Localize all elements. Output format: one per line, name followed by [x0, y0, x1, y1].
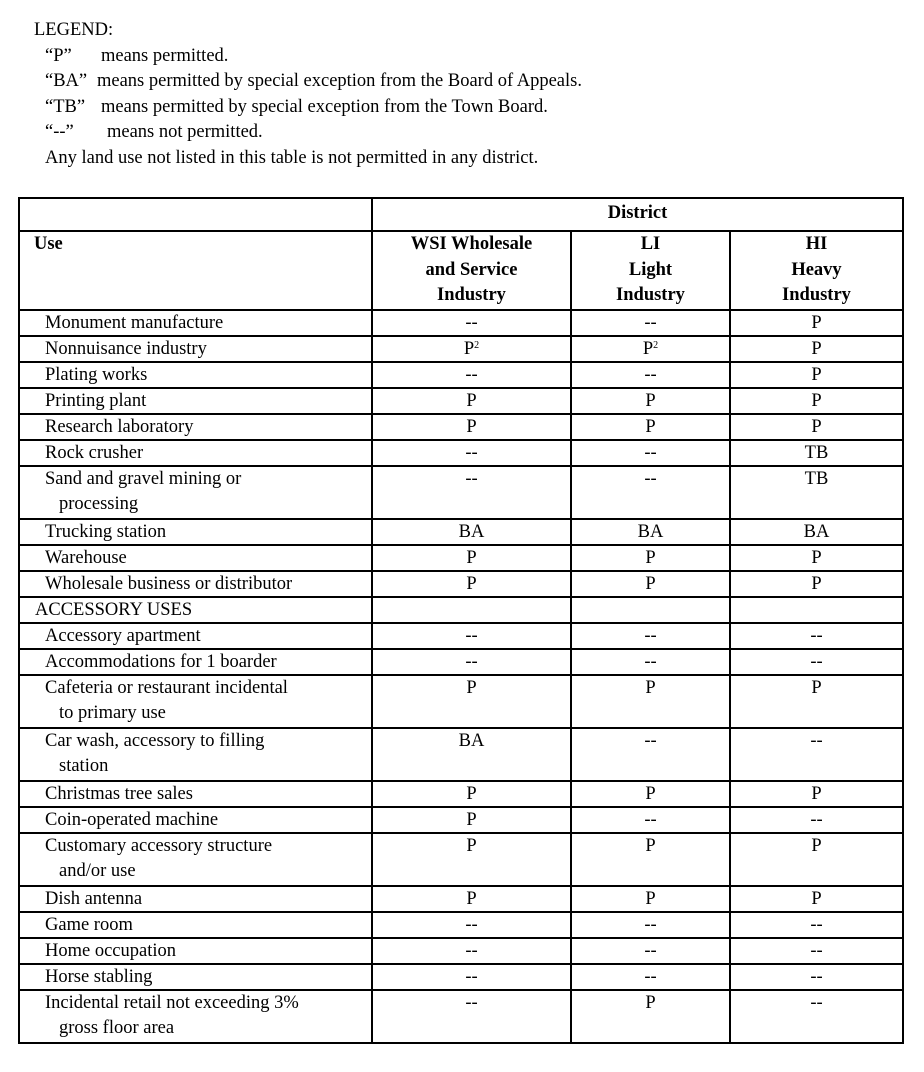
use-cell: [19, 807, 372, 833]
legend-meaning: means permitted.: [101, 45, 229, 66]
wsi-value-cell: [372, 310, 571, 336]
li-value-cell: [571, 781, 730, 807]
wsi-value-cell: [372, 912, 571, 938]
permission-code: P: [466, 390, 477, 411]
use-label: Christmas tree sales: [45, 783, 193, 804]
use-cell: [19, 310, 372, 336]
header-line: LI: [640, 234, 661, 254]
hi-value-cell: [730, 781, 903, 807]
header-line: Industry: [616, 285, 685, 305]
header-line: and Service: [425, 259, 518, 280]
permission-code: --: [644, 364, 657, 385]
wsi-value-cell: [372, 728, 571, 781]
permission-code: BA: [458, 521, 485, 542]
use-label: Nonnuisance industry: [45, 338, 207, 359]
use-label: Plating works: [45, 364, 148, 385]
li-value-cell: [571, 886, 730, 912]
hi-value-cell: [730, 623, 903, 649]
permission-code: --: [465, 468, 478, 489]
hi-value-cell: [730, 807, 903, 833]
li-value-cell: [571, 519, 730, 545]
empty-cell: [372, 597, 571, 623]
footnote-marker: 2: [653, 339, 659, 351]
use-label: Car wash, accessory to filling: [45, 730, 265, 751]
use-label: Cafeteria or restaurant incidental: [45, 677, 288, 698]
permission-code: --: [644, 966, 657, 987]
accessory-uses-header: ACCESSORY USES: [19, 597, 372, 623]
permission-code: P: [811, 364, 822, 385]
table-row: [19, 362, 903, 388]
table-row: [19, 545, 903, 571]
li-value-cell: [571, 938, 730, 964]
wsi-value-cell: [372, 414, 571, 440]
use-cell: [19, 912, 372, 938]
use-cell: [19, 675, 372, 728]
permission-code: P: [811, 888, 822, 909]
use-label-continued: to primary use: [59, 703, 166, 723]
table-row: [19, 414, 903, 440]
use-label-continued: station: [59, 756, 109, 776]
li-value-cell: [571, 623, 730, 649]
table-row: [19, 571, 903, 597]
header-empty-cell: [19, 198, 372, 231]
permission-code: TB: [804, 468, 829, 489]
table-row: [19, 519, 903, 545]
permission-code: --: [810, 651, 823, 672]
use-label: Coin-operated machine: [45, 809, 219, 830]
wsi-value-cell: [372, 545, 571, 571]
header-line: HI: [805, 234, 828, 254]
wsi-value-cell: [372, 362, 571, 388]
permission-code: P: [645, 416, 656, 437]
li-value-cell: [571, 571, 730, 597]
empty-cell: [730, 597, 903, 623]
legend-entry-ba: [34, 69, 582, 95]
wsi-value-cell: [372, 964, 571, 990]
use-label: Accessory apartment: [45, 625, 201, 646]
use-cell: [19, 388, 372, 414]
li-value-cell: [571, 675, 730, 728]
use-label-continued: and/or use: [59, 861, 136, 881]
hi-value-cell: [730, 519, 903, 545]
permission-code: --: [465, 651, 478, 672]
use-cell: [19, 414, 372, 440]
use-cell: [19, 938, 372, 964]
hi-value-cell: [730, 440, 903, 466]
use-label-continued: gross floor area: [59, 1018, 175, 1038]
permission-code: P: [645, 390, 656, 411]
legend-meaning: means not permitted.: [107, 122, 263, 142]
use-cell: [19, 990, 372, 1043]
wsi-column-header: [372, 231, 571, 310]
use-cell: [19, 623, 372, 649]
hi-value-cell: [730, 912, 903, 938]
permission-code: P: [811, 338, 822, 359]
permission-code: P: [466, 888, 477, 909]
li-value-cell: [571, 310, 730, 336]
legend-entry-not: [34, 120, 582, 146]
hi-value-cell: [730, 990, 903, 1043]
use-label: Rock crusher: [45, 442, 144, 463]
permission-code: BA: [637, 521, 664, 542]
permission-code: P: [463, 338, 475, 359]
table-row: [19, 388, 903, 414]
permission-code: P: [645, 888, 656, 909]
permission-code: --: [810, 625, 823, 646]
hi-value-cell: [730, 964, 903, 990]
use-label: Trucking station: [45, 521, 167, 542]
permission-code: --: [810, 966, 823, 987]
use-column-header: Use: [19, 231, 372, 310]
li-column-header: [571, 231, 730, 310]
use-cell: [19, 728, 372, 781]
hi-value-cell: [730, 938, 903, 964]
use-cell: [19, 571, 372, 597]
use-cell: [19, 964, 372, 990]
use-label-continued: processing: [59, 494, 139, 514]
use-label: Wholesale business or distributor: [45, 573, 293, 594]
use-label: Game room: [45, 914, 133, 935]
permission-code: P: [645, 573, 656, 594]
li-value-cell: [571, 807, 730, 833]
use-cell: [19, 833, 372, 886]
legend-code: “BA”: [45, 71, 88, 91]
table-row: [19, 912, 903, 938]
permission-code: P: [645, 835, 656, 856]
permission-code: P: [466, 677, 477, 698]
permission-code: P: [642, 338, 654, 359]
use-cell: [19, 649, 372, 675]
permission-code: --: [465, 966, 478, 987]
hi-value-cell: [730, 310, 903, 336]
legend-entry-p: [34, 44, 582, 70]
use-label: Horse stabling: [45, 966, 153, 987]
permission-code: --: [644, 914, 657, 935]
permission-code: P: [466, 573, 477, 594]
header-row-columns: [19, 231, 903, 310]
use-cell: [19, 886, 372, 912]
table-row: [19, 440, 903, 466]
permission-code: --: [810, 992, 823, 1013]
legend-code: “TB”: [45, 96, 86, 117]
hi-column-header: [730, 231, 903, 310]
use-cell: [19, 362, 372, 388]
li-value-cell: [571, 388, 730, 414]
li-value-cell: [571, 912, 730, 938]
permission-code: --: [465, 940, 478, 961]
legend-title: LEGEND:: [34, 20, 114, 40]
permission-code: P: [645, 677, 656, 698]
wsi-value-cell: [372, 519, 571, 545]
hi-value-cell: [730, 388, 903, 414]
district-header: District: [372, 198, 903, 231]
wsi-value-cell: [372, 781, 571, 807]
permission-code: --: [644, 312, 657, 333]
use-label: Dish antenna: [45, 888, 143, 909]
table-row: [19, 623, 903, 649]
hi-value-cell: [730, 414, 903, 440]
wsi-value-cell: [372, 807, 571, 833]
legend: [34, 18, 582, 171]
wsi-value-cell: [372, 886, 571, 912]
use-label: Warehouse: [45, 547, 127, 568]
permission-code: --: [465, 992, 478, 1013]
wsi-value-cell: [372, 571, 571, 597]
permission-code: --: [810, 940, 823, 961]
permission-code: --: [644, 468, 657, 489]
li-value-cell: [571, 466, 730, 519]
li-value-cell: [571, 414, 730, 440]
use-label: Accommodations for 1 boarder: [45, 651, 277, 672]
table-row: [19, 990, 903, 1043]
table-row: [19, 466, 903, 519]
use-cell: [19, 466, 372, 519]
permission-code: P: [811, 312, 822, 333]
table-row: [19, 336, 903, 362]
use-cell: [19, 545, 372, 571]
table-row: [19, 675, 903, 728]
permission-code: --: [465, 442, 478, 463]
li-value-cell: [571, 833, 730, 886]
legend-entry-tb: [34, 95, 582, 121]
li-value-cell: [571, 649, 730, 675]
permission-code: --: [810, 809, 823, 830]
permission-code: P: [811, 677, 822, 698]
legend-code: “--”: [45, 122, 74, 142]
wsi-value-cell: [372, 938, 571, 964]
li-value-cell: [571, 728, 730, 781]
legend-meaning: means permitted by special exception from the Board of Appeals.: [97, 71, 582, 91]
header-line: WSI Wholesale: [410, 234, 533, 254]
wsi-value-cell: [372, 675, 571, 728]
empty-cell: [571, 597, 730, 623]
permission-code: P: [811, 547, 822, 568]
table-row: [19, 886, 903, 912]
wsi-value-cell: [372, 336, 571, 362]
hi-value-cell: [730, 728, 903, 781]
permission-code: --: [465, 312, 478, 333]
permission-code: TB: [804, 442, 829, 463]
li-value-cell: [571, 990, 730, 1043]
table-row: [19, 310, 903, 336]
permission-code: P: [645, 547, 656, 568]
legend-note: Any land use not listed in this table is not permitted in any district.: [45, 147, 539, 168]
permission-code: P: [466, 783, 477, 804]
header-line: Industry: [782, 285, 851, 305]
legend-meaning: means permitted by special exception from the Town Board.: [101, 96, 548, 117]
table-row: [19, 964, 903, 990]
permission-code: P: [466, 835, 477, 856]
permission-code: P: [466, 547, 477, 568]
permission-code: --: [465, 914, 478, 935]
permission-code: --: [644, 730, 657, 751]
table-row: [19, 728, 903, 781]
permission-code: --: [465, 625, 478, 646]
wsi-value-cell: [372, 649, 571, 675]
header-line: Light: [628, 259, 673, 280]
wsi-value-cell: [372, 388, 571, 414]
wsi-value-cell: [372, 623, 571, 649]
table-row: [19, 649, 903, 675]
permission-code: --: [810, 730, 823, 751]
permission-code: P: [811, 390, 822, 411]
use-label: Research laboratory: [45, 416, 194, 437]
permission-code: --: [810, 914, 823, 935]
permission-code: P: [645, 992, 656, 1013]
li-value-cell: [571, 440, 730, 466]
footnote-marker: 2: [474, 339, 480, 351]
permission-code: P: [466, 809, 477, 830]
use-cell: [19, 781, 372, 807]
hi-value-cell: [730, 545, 903, 571]
use-label: Incidental retail not exceeding 3%: [45, 992, 299, 1013]
hi-value-cell: [730, 833, 903, 886]
use-label: Printing plant: [45, 390, 147, 411]
hi-value-cell: [730, 466, 903, 519]
permission-code: P: [811, 835, 822, 856]
header-line: Industry: [437, 285, 506, 305]
use-label: Home occupation: [45, 940, 176, 961]
hi-value-cell: [730, 886, 903, 912]
permission-code: --: [644, 651, 657, 672]
legend-code: “P”: [45, 45, 72, 66]
permission-code: P: [811, 783, 822, 804]
permission-code: --: [644, 625, 657, 646]
hi-value-cell: [730, 649, 903, 675]
hi-value-cell: [730, 336, 903, 362]
hi-value-cell: [730, 675, 903, 728]
use-cell: [19, 440, 372, 466]
wsi-value-cell: [372, 440, 571, 466]
header-row-district: [19, 198, 903, 231]
permission-code: P: [811, 573, 822, 594]
permission-code: --: [465, 364, 478, 385]
use-label: Customary accessory structure: [45, 835, 273, 856]
permission-code: P: [645, 783, 656, 804]
table-row: [19, 938, 903, 964]
use-label: Monument manufacture: [45, 312, 224, 333]
use-label: Sand and gravel mining or: [45, 468, 242, 489]
li-value-cell: [571, 336, 730, 362]
permission-code: --: [644, 442, 657, 463]
use-cell: [19, 519, 372, 545]
permission-code: P: [811, 416, 822, 437]
permission-code: --: [644, 809, 657, 830]
hi-value-cell: [730, 362, 903, 388]
hi-value-cell: [730, 571, 903, 597]
li-value-cell: [571, 545, 730, 571]
wsi-value-cell: [372, 833, 571, 886]
header-line: Heavy: [791, 259, 842, 280]
use-cell: [19, 336, 372, 362]
wsi-value-cell: [372, 466, 571, 519]
li-value-cell: [571, 964, 730, 990]
table-row: [19, 781, 903, 807]
permission-code: BA: [803, 521, 830, 542]
permission-code: P: [466, 416, 477, 437]
wsi-value-cell: [372, 990, 571, 1043]
table-row: [19, 833, 903, 886]
use-table: [18, 197, 904, 1044]
accessory-section-row: [19, 597, 903, 623]
permission-code: BA: [458, 730, 485, 751]
table-row: [19, 807, 903, 833]
permission-code: --: [644, 940, 657, 961]
li-value-cell: [571, 362, 730, 388]
